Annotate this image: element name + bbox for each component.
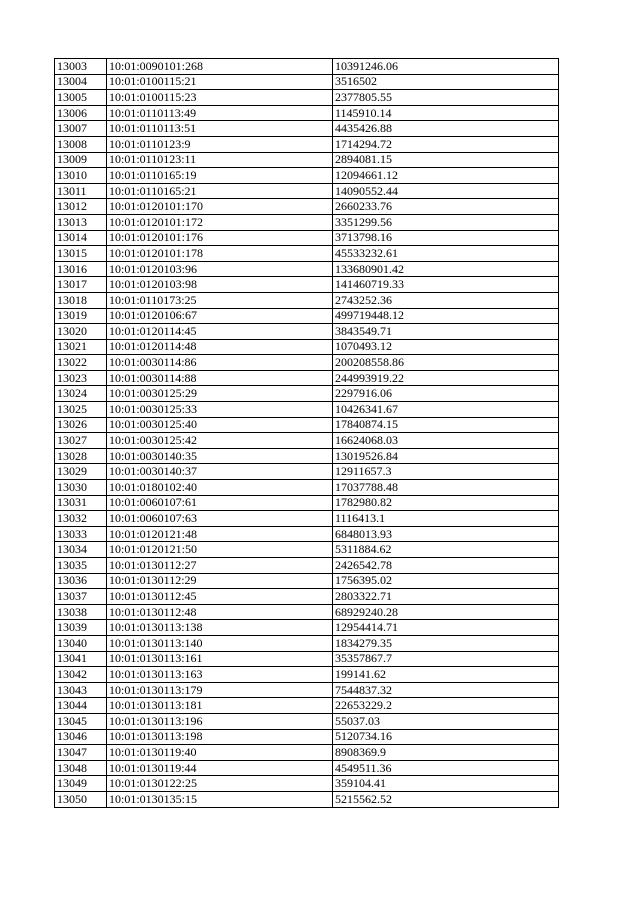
table-row [55,620,559,636]
table-row [55,324,559,340]
value-cell: 12954414.71 [333,620,559,636]
cadastral-number-cell: 10:01:0180102:40 [107,480,333,496]
table-row [55,246,559,262]
row-number-cell: 13018 [55,292,107,308]
row-number-cell: 13009 [55,152,107,168]
cadastral-number-cell: 10:01:0030125:42 [107,433,333,449]
table-row [55,682,559,698]
value-cell: 1145910.14 [333,105,559,121]
row-number-cell: 13025 [55,402,107,418]
value-cell: 200208558.86 [333,355,559,371]
table-row [55,573,559,589]
value-cell: 12094661.12 [333,168,559,184]
row-number-cell: 13014 [55,230,107,246]
cadastral-value-table [54,58,559,808]
row-number-cell: 13027 [55,433,107,449]
row-number-cell: 13048 [55,760,107,776]
table-row [55,667,559,683]
table-row [55,105,559,121]
table-row [55,760,559,776]
row-number-cell: 13033 [55,526,107,542]
row-number-cell: 13046 [55,729,107,745]
cadastral-number-cell: 10:01:0100115:21 [107,74,333,90]
table-row [55,745,559,761]
value-cell: 133680901.42 [333,261,559,277]
value-cell: 8908369.9 [333,745,559,761]
value-cell: 3351299.56 [333,214,559,230]
value-cell: 17037788.48 [333,480,559,496]
row-number-cell: 13050 [55,791,107,807]
table-row [55,417,559,433]
table-row [55,74,559,90]
row-number-cell: 13012 [55,199,107,215]
cadastral-number-cell: 10:01:0130113:163 [107,667,333,683]
table-row [55,261,559,277]
row-number-cell: 13030 [55,480,107,496]
cadastral-number-cell: 10:01:0130112:48 [107,604,333,620]
cadastral-number-cell: 10:01:0130113:140 [107,635,333,651]
row-number-cell: 13035 [55,558,107,574]
table-row [55,651,559,667]
value-cell: 2426542.78 [333,558,559,574]
row-number-cell: 13015 [55,246,107,262]
value-cell: 3843549.71 [333,324,559,340]
row-number-cell: 13016 [55,261,107,277]
row-number-cell: 13034 [55,542,107,558]
row-number-cell: 13040 [55,635,107,651]
row-number-cell: 13007 [55,121,107,137]
table-row [55,495,559,511]
cadastral-number-cell: 10:01:0130119:40 [107,745,333,761]
value-cell: 55037.03 [333,713,559,729]
table-row [55,214,559,230]
row-number-cell: 13042 [55,667,107,683]
cadastral-number-cell: 10:01:0130113:198 [107,729,333,745]
cadastral-number-cell: 10:01:0130112:45 [107,589,333,605]
cadastral-number-cell: 10:01:0110173:25 [107,292,333,308]
table-row [55,121,559,137]
row-number-cell: 13024 [55,386,107,402]
table-row [55,558,559,574]
cadastral-number-cell: 10:01:0130119:44 [107,760,333,776]
cadastral-number-cell: 10:01:0110165:19 [107,168,333,184]
value-cell: 17840874.15 [333,417,559,433]
value-cell: 2660233.76 [333,199,559,215]
cadastral-number-cell: 10:01:0030125:33 [107,402,333,418]
table-row [55,355,559,371]
cadastral-number-cell: 10:01:0120101:170 [107,199,333,215]
table-row [55,339,559,355]
cadastral-number-cell: 10:01:0110113:49 [107,105,333,121]
row-number-cell: 13043 [55,682,107,698]
table-row [55,433,559,449]
table-row [55,448,559,464]
table-row [55,199,559,215]
row-number-cell: 13041 [55,651,107,667]
value-cell: 16624068.03 [333,433,559,449]
table-row [55,698,559,714]
table-row [55,308,559,324]
cadastral-number-cell: 10:01:0120101:176 [107,230,333,246]
table-row [55,402,559,418]
row-number-cell: 13003 [55,59,107,75]
table-row [55,136,559,152]
value-cell: 1834279.35 [333,635,559,651]
row-number-cell: 13011 [55,183,107,199]
value-cell: 244993919.22 [333,370,559,386]
value-cell: 14090552.44 [333,183,559,199]
table-row [55,791,559,807]
row-number-cell: 13044 [55,698,107,714]
row-number-cell: 13021 [55,339,107,355]
row-number-cell: 13036 [55,573,107,589]
cadastral-number-cell: 10:01:0120101:178 [107,246,333,262]
table-row [55,480,559,496]
cadastral-number-cell: 10:01:0030140:35 [107,448,333,464]
cadastral-number-cell: 10:01:0110113:51 [107,121,333,137]
table-row [55,230,559,246]
table-row [55,542,559,558]
table-row [55,526,559,542]
table-row [55,152,559,168]
row-number-cell: 13039 [55,620,107,636]
table-row [55,635,559,651]
value-cell: 199141.62 [333,667,559,683]
cadastral-number-cell: 10:01:0130112:27 [107,558,333,574]
value-cell: 2803322.71 [333,589,559,605]
cadastral-number-cell: 10:01:0110123:11 [107,152,333,168]
value-cell: 2297916.06 [333,386,559,402]
table-row [55,370,559,386]
table-row [55,713,559,729]
cadastral-number-cell: 10:01:0030125:40 [107,417,333,433]
row-number-cell: 13038 [55,604,107,620]
cadastral-number-cell: 10:01:0130113:196 [107,713,333,729]
row-number-cell: 13049 [55,776,107,792]
cadastral-number-cell: 10:01:0120114:48 [107,339,333,355]
table-body [55,59,559,808]
row-number-cell: 13008 [55,136,107,152]
table-row [55,292,559,308]
row-number-cell: 13023 [55,370,107,386]
cadastral-number-cell: 10:01:0130113:181 [107,698,333,714]
row-number-cell: 13037 [55,589,107,605]
cadastral-number-cell: 10:01:0110123:9 [107,136,333,152]
value-cell: 68929240.28 [333,604,559,620]
cadastral-number-cell: 10:01:0130112:29 [107,573,333,589]
value-cell: 2743252.36 [333,292,559,308]
value-cell: 499719448.12 [333,308,559,324]
value-cell: 4435426.88 [333,121,559,137]
table-row [55,59,559,75]
cadastral-number-cell: 10:01:0120121:48 [107,526,333,542]
row-number-cell: 13029 [55,464,107,480]
cadastral-number-cell: 10:01:0130135:15 [107,791,333,807]
table-row [55,776,559,792]
value-cell: 1756395.02 [333,573,559,589]
cadastral-number-cell: 10:01:0030125:29 [107,386,333,402]
cadastral-number-cell: 10:01:0060107:63 [107,511,333,527]
row-number-cell: 13026 [55,417,107,433]
cadastral-number-cell: 10:01:0130113:179 [107,682,333,698]
row-number-cell: 13005 [55,90,107,106]
cadastral-number-cell: 10:01:0060107:61 [107,495,333,511]
value-cell: 7544837.32 [333,682,559,698]
row-number-cell: 13022 [55,355,107,371]
cadastral-number-cell: 10:01:0130113:161 [107,651,333,667]
table-row [55,589,559,605]
value-cell: 2377805.55 [333,90,559,106]
value-cell: 35357867.7 [333,651,559,667]
cadastral-number-cell: 10:01:0110165:21 [107,183,333,199]
value-cell: 45533232.61 [333,246,559,262]
cadastral-number-cell: 10:01:0120101:172 [107,214,333,230]
table-row [55,729,559,745]
row-number-cell: 13010 [55,168,107,184]
cadastral-number-cell: 10:01:0130122:25 [107,776,333,792]
cadastral-number-cell: 10:01:0030140:37 [107,464,333,480]
cadastral-number-cell: 10:01:0030114:88 [107,370,333,386]
row-number-cell: 13031 [55,495,107,511]
value-cell: 1070493.12 [333,339,559,355]
cadastral-number-cell: 10:01:0120103:98 [107,277,333,293]
row-number-cell: 13047 [55,745,107,761]
row-number-cell: 13019 [55,308,107,324]
row-number-cell: 13013 [55,214,107,230]
value-cell: 6848013.93 [333,526,559,542]
cadastral-number-cell: 10:01:0100115:23 [107,90,333,106]
value-cell: 1714294.72 [333,136,559,152]
cadastral-number-cell: 10:01:0120106:67 [107,308,333,324]
cadastral-number-cell: 10:01:0120114:45 [107,324,333,340]
value-cell: 141460719.33 [333,277,559,293]
row-number-cell: 13006 [55,105,107,121]
row-number-cell: 13032 [55,511,107,527]
value-cell: 5120734.16 [333,729,559,745]
table-row [55,277,559,293]
value-cell: 2894081.15 [333,152,559,168]
cadastral-number-cell: 10:01:0120103:96 [107,261,333,277]
value-cell: 13019526.84 [333,448,559,464]
value-cell: 4549511.36 [333,760,559,776]
table-row [55,604,559,620]
value-cell: 12911657.3 [333,464,559,480]
row-number-cell: 13004 [55,74,107,90]
row-number-cell: 13020 [55,324,107,340]
table-row [55,183,559,199]
table-row [55,386,559,402]
table-row [55,168,559,184]
value-cell: 3713798.16 [333,230,559,246]
value-cell: 3516502 [333,74,559,90]
value-cell: 10426341.67 [333,402,559,418]
table-row [55,511,559,527]
cadastral-number-cell: 10:01:0120121:50 [107,542,333,558]
value-cell: 359104.41 [333,776,559,792]
cadastral-number-cell: 10:01:0130113:138 [107,620,333,636]
value-cell: 5215562.52 [333,791,559,807]
value-cell: 10391246.06 [333,59,559,75]
value-cell: 1782980.82 [333,495,559,511]
row-number-cell: 13028 [55,448,107,464]
value-cell: 1116413.1 [333,511,559,527]
table-row [55,464,559,480]
value-cell: 5311884.62 [333,542,559,558]
table-row [55,90,559,106]
row-number-cell: 13017 [55,277,107,293]
cadastral-number-cell: 10:01:0090101:268 [107,59,333,75]
cadastral-number-cell: 10:01:0030114:86 [107,355,333,371]
value-cell: 22653229.2 [333,698,559,714]
row-number-cell: 13045 [55,713,107,729]
